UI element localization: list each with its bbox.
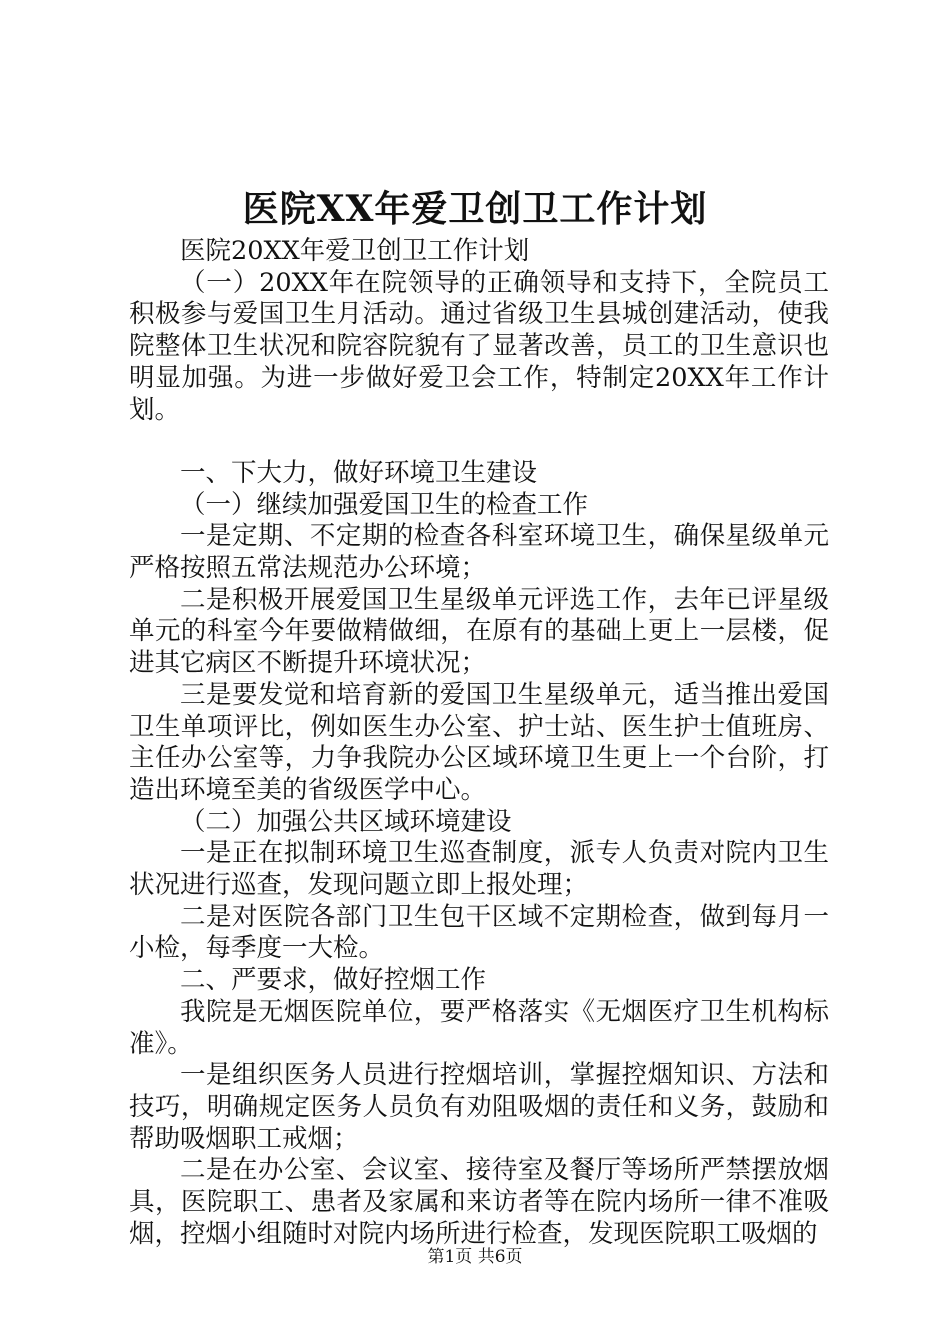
body-paragraph: 一是组织医务人员进行控烟培训，掌握控烟知识、方法和技巧，明确规定医务人员负有劝阻吸烟的责任和义务，鼓励和帮助吸烟职工戒烟； (129, 1060, 829, 1154)
intro-paragraph: （一）20XX年在院领导的正确领导和支持下，全院员工积极参与爱国卫生月活动。通过省级卫生县城创建活动，使我院整体卫生状况和院容院貌有了显著改善，员工的卫生意识也明显加强。为进一步做好爱卫会工作，特制定20XX年工作计划。 (129, 267, 829, 425)
body-paragraph: 三是要发觉和培育新的爱国卫生星级单元，适当推出爱国卫生单项评比，例如医生办公室、护士站、医生护士值班房、主任办公室等，力争我院办公区域环境卫生更上一个台阶，打造出环境至美的省级医学中心。 (129, 679, 829, 805)
document-title: 医院XX年爱卫创卫工作计划 (242, 188, 708, 230)
subtitle-paragraph: 医院20XX年爱卫创卫工作计划 (180, 236, 530, 266)
page-footer: 第1页 共6页 (427, 1247, 523, 1267)
section-heading-1: 一、下大力，做好环境卫生建设 (180, 457, 538, 488)
document-body (129, 236, 829, 1250)
body-paragraph: 二是在办公室、会议室、接待室及餐厅等场所严禁摆放烟具，医院职工、患者及家属和来访者等在院内场所一律不准吸烟，控烟小组随时对院内场所进行检查，发现医院职工吸烟的 (129, 1155, 829, 1249)
section-heading-2: 二、严要求，做好控烟工作 (180, 965, 487, 996)
blank-line (129, 426, 829, 458)
body-paragraph: 二是积极开展爱国卫生星级单元评选工作，去年已评星级单元的科室今年要做精做细，在原有的基础上更上一层楼，促进其它病区不断提升环境状况； (129, 584, 829, 679)
body-paragraph: 我院是无烟医院单位，要严格落实《无烟医疗卫生机构标准》。 (129, 996, 829, 1059)
body-paragraph: 一是定期、不定期的检查各科室环境卫生，确保星级单元严格按照五常法规范办公环境； (129, 521, 829, 584)
body-paragraph: 二是对医院各部门卫生包干区域不定期检查，做到每月一小检，每季度一大检。 (129, 901, 829, 964)
subsection-heading-1: （一）继续加强爱国卫生的检查工作 (180, 489, 589, 520)
body-paragraph: 一是正在拟制环境卫生巡查制度，派专人负责对院内卫生状况进行巡查，发现问题立即上报处理； (129, 838, 829, 901)
subsection-heading-2: （二）加强公共区域环境建设 (180, 806, 512, 837)
